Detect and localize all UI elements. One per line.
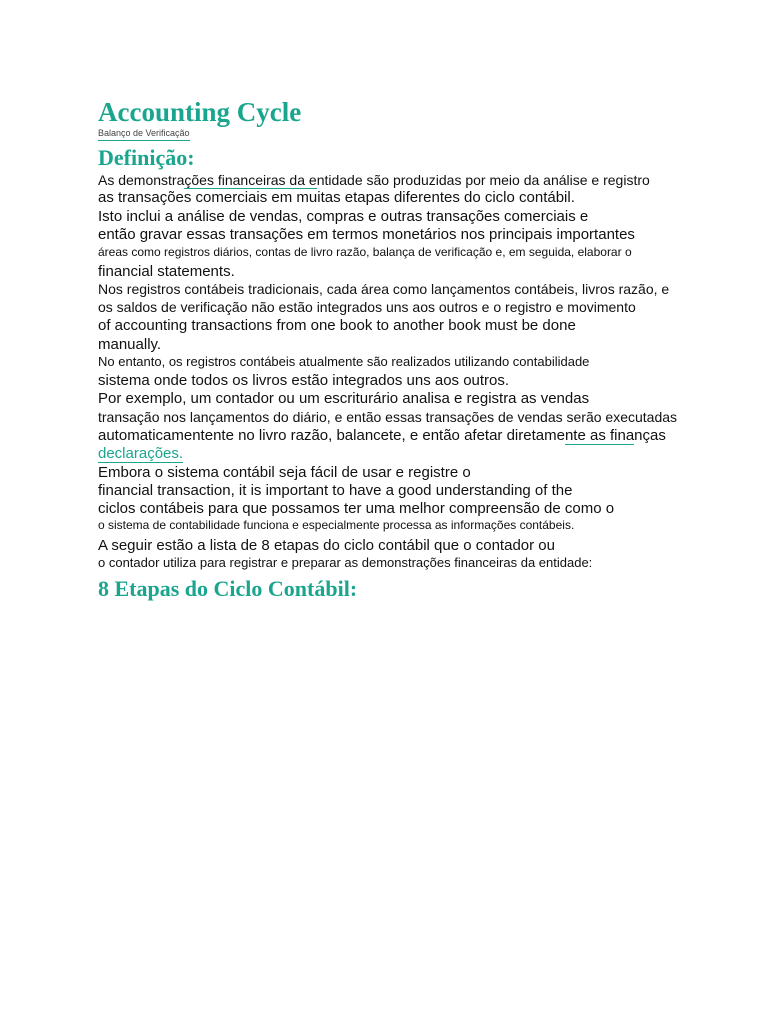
paragraph-line [98, 172, 650, 189]
subtitle-link[interactable]: Balanço de Verificação [98, 127, 190, 141]
paragraph-line: financial transaction, it is important to have a good understanding of the [98, 482, 573, 499]
paragraph-line: financial statements. [98, 263, 235, 280]
paragraph-line: Isto inclui a análise de vendas, compras e outras transações comerciais e [98, 208, 589, 225]
inline-link[interactable]: ções financeiras da e [184, 172, 317, 188]
paragraph-line: Nos registros contábeis tradicionais, cada área como lançamentos contábeis, livros razão, e [98, 281, 670, 297]
paragraph-line: No entanto, os registros contábeis atualmente são realizados utilizando contabilidade [98, 354, 590, 369]
heading-definition: Definição: [98, 145, 195, 170]
paragraph-line: o sistema de contabilidade funciona e especialmente processa as informações contábeis. [98, 518, 575, 532]
paragraph-line: o contador utiliza para registrar e preparar as demonstrações financeiras da entidade: [98, 555, 593, 570]
paragraph-line [98, 445, 183, 463]
paragraph-line: ciclos contábeis para que possamos ter uma melhor compreensão de como o [98, 500, 615, 517]
paragraph-line: então gravar essas transações em termos monetários nos principais importantes [98, 226, 635, 243]
paragraph-line: A seguir estão a lista de 8 etapas do ciclo contábil que o contador ou [98, 537, 555, 554]
paragraph-line: áreas como registros diários, contas de livro razão, balança de verificação e, em seguida, elaborar o [98, 245, 632, 259]
line-text: nças [634, 427, 666, 444]
inline-link[interactable]: nte as fina [564, 427, 635, 444]
paragraph-line [98, 427, 666, 445]
paragraph-line: os saldos de verificação não estão integrados uns aos outros e o registro e movimento [98, 299, 636, 315]
paragraph-line: transação nos lançamentos do diário, e então essas transações de vendas serão executadas [98, 409, 678, 425]
paragraph-line: of accounting transactions from one book to another book must be done [98, 317, 576, 334]
heading-steps: 8 Etapas do Ciclo Contábil: [98, 576, 358, 601]
paragraph-line: as transações comerciais em muitas etapas diferentes do ciclo contábil. [98, 189, 575, 206]
paragraph-line: sistema onde todos os livros estão integrados uns aos outros. [98, 372, 510, 389]
line-text: ntidade são produzidas por meio da análise e registro [316, 172, 650, 188]
page-title: Accounting Cycle [98, 97, 302, 127]
line-text: As demonstra [98, 172, 185, 188]
declaracoes-link[interactable]: declarações. [98, 445, 184, 462]
paragraph-line: Embora o sistema contábil seja fácil de usar e registre o [98, 464, 471, 481]
paragraph-line: manually. [98, 336, 162, 353]
line-text: automaticamentente no livro razão, balancete, e então afetar diretame [98, 427, 565, 444]
paragraph-line: Por exemplo, um contador ou um escriturário analisa e registra as vendas [98, 390, 590, 407]
